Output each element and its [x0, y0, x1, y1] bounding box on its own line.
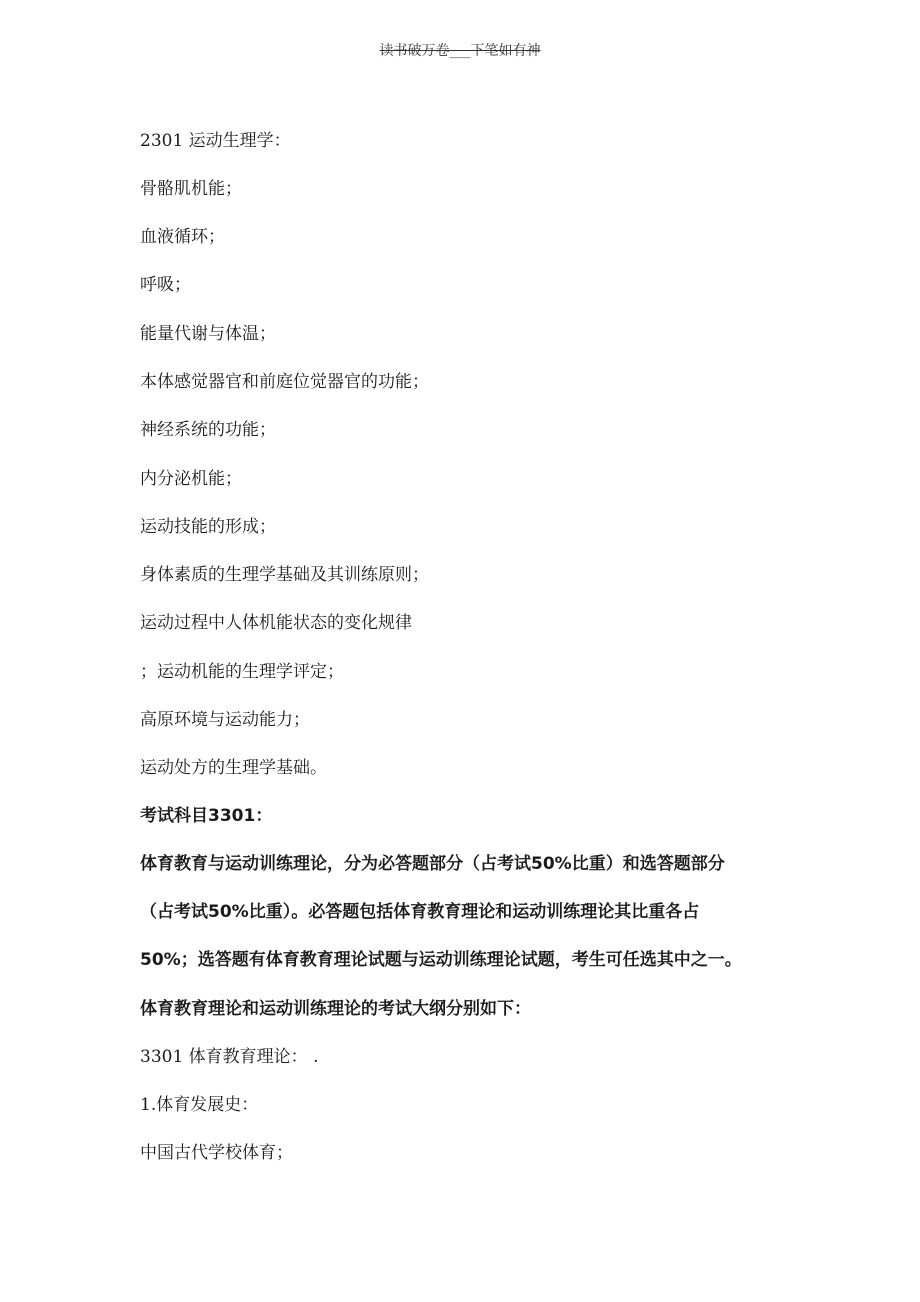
list-item: 呼吸； — [140, 275, 191, 295]
page-header: 读书破万卷___下笔如有神 — [379, 43, 541, 59]
list-item: ；运动机能的生理学评定； — [140, 662, 344, 682]
exam-subject-heading: 考试科目3301： — [140, 806, 273, 826]
paragraph-line: （占考试50%比重）。必答题包括体育教育理论和运动训练理论其比重各占 — [140, 902, 700, 922]
list-item: 血液循环； — [140, 227, 225, 247]
subsection-title: 1.体育发展史： — [140, 1095, 259, 1115]
section-title-3301: 3301 体育教育理论： . — [140, 1047, 319, 1067]
list-item: 高原环境与运动能力； — [140, 710, 310, 730]
list-item: 运动过程中人体机能状态的变化规律 — [140, 613, 412, 633]
paragraph-line: 体育教育与运动训练理论，分为必答题部分（占考试50%比重）和选答题部分 — [140, 854, 725, 874]
list-item: 中国古代学校体育； — [140, 1143, 293, 1163]
list-item: 能量代谢与体温； — [140, 324, 276, 344]
list-item: 骨骼肌机能； — [140, 179, 242, 199]
list-item: 内分泌机能； — [140, 469, 242, 489]
list-item: 运动技能的形成； — [140, 517, 276, 537]
paragraph-line: 50%；选答题有体育教育理论试题与运动训练理论试题，考生可任选其中之一。 — [140, 950, 742, 970]
list-item: 本体感觉器官和前庭位觉器官的功能； — [140, 372, 429, 392]
list-item: 运动处方的生理学基础。 — [140, 758, 327, 778]
list-item: 身体素质的生理学基础及其训练原则； — [140, 565, 429, 585]
list-item: 神经系统的功能； — [140, 420, 276, 440]
paragraph-line: 体育教育理论和运动训练理论的考试大纲分别如下： — [140, 999, 531, 1019]
section-title-2301: 2301 运动生理学： — [140, 131, 291, 151]
